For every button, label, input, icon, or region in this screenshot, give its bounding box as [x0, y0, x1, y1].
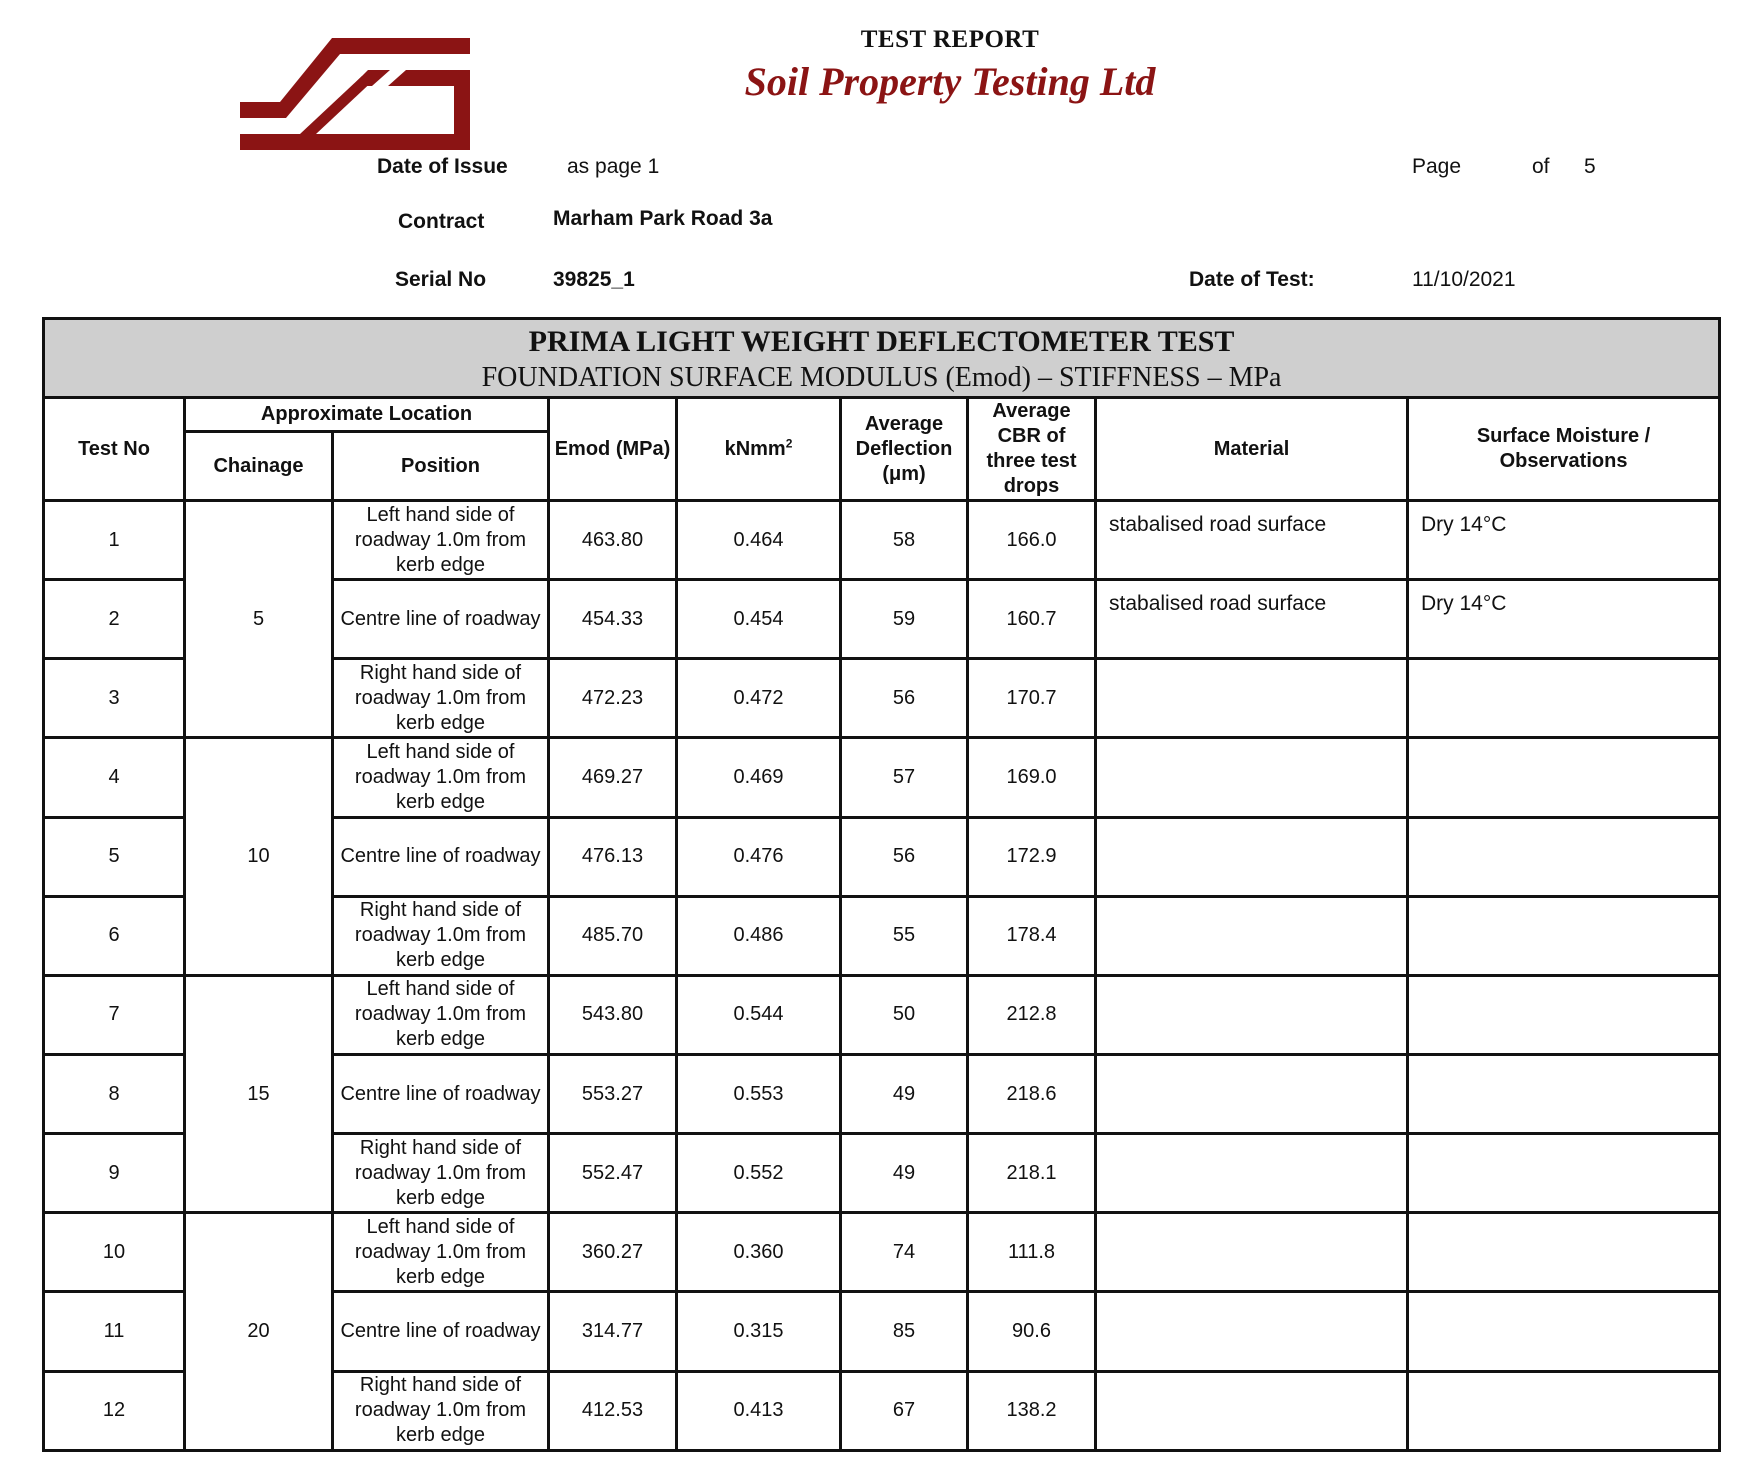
contract-label: Contract — [398, 210, 485, 233]
cell-emod: 469.27 — [549, 738, 677, 817]
cell-moisture: Dry 14°C — [1408, 501, 1720, 580]
cell-test-no: 10 — [44, 1213, 185, 1292]
cell-chainage: 5 — [185, 501, 333, 738]
cell-moisture — [1408, 975, 1720, 1054]
header-approx-location: Approximate Location — [185, 398, 549, 432]
cell-emod: 454.33 — [549, 580, 677, 659]
cell-emod: 472.23 — [549, 659, 677, 738]
header-moisture: Surface Moisture / Observations — [1408, 398, 1720, 501]
company-name: Soil Property Testing Ltd — [744, 59, 1156, 104]
cell-deflection: 56 — [841, 817, 968, 896]
cell-position: Centre line of roadway — [333, 1292, 549, 1371]
cell-cbr: 178.4 — [968, 896, 1096, 975]
cell-deflection: 50 — [841, 975, 968, 1054]
cell-moisture — [1408, 896, 1720, 975]
cell-moisture — [1408, 817, 1720, 896]
cell-test-no: 12 — [44, 1371, 185, 1450]
date-of-issue-label: Date of Issue — [377, 155, 508, 178]
cell-chainage: 10 — [185, 738, 333, 975]
cell-knmm: 0.486 — [677, 896, 841, 975]
page-label: Page — [1412, 155, 1462, 178]
cell-chainage: 20 — [185, 1213, 333, 1450]
table-title: PRIMA LIGHT WEIGHT DEFLECTOMETER TEST — [528, 325, 1235, 358]
cell-material — [1096, 1134, 1408, 1213]
cell-cbr: 90.6 — [968, 1292, 1096, 1371]
cell-position: Left hand side of roadway 1.0m from kerb edge — [333, 975, 549, 1054]
table-row — [44, 1213, 1720, 1292]
cell-knmm: 0.454 — [677, 580, 841, 659]
of-label: of — [1532, 155, 1550, 178]
date-of-test-value: 11/10/2021 — [1412, 268, 1516, 291]
cell-knmm: 0.469 — [677, 738, 841, 817]
cell-moisture — [1408, 738, 1720, 817]
header-position: Position — [333, 432, 549, 501]
cell-test-no: 11 — [44, 1292, 185, 1371]
cell-material — [1096, 1371, 1408, 1450]
date-of-issue-value: as page 1 — [567, 155, 660, 178]
cell-test-no: 2 — [44, 580, 185, 659]
cell-test-no: 5 — [44, 817, 185, 896]
header-knmm-label: kNmm — [724, 437, 786, 460]
cell-emod: 360.27 — [549, 1213, 677, 1292]
header-knmm-sup: 2 — [785, 435, 793, 450]
cell-knmm: 0.476 — [677, 817, 841, 896]
cell-chainage: 15 — [185, 975, 333, 1212]
header-chainage: Chainage — [185, 432, 333, 501]
report-title: TEST REPORT — [860, 26, 1040, 53]
cell-deflection: 49 — [841, 1134, 968, 1213]
header-avg-cbr: Average CBR of three test drops — [968, 398, 1096, 501]
cell-knmm: 0.553 — [677, 1054, 841, 1133]
table-row — [44, 975, 1720, 1054]
cell-cbr: 138.2 — [968, 1371, 1096, 1450]
cell-test-no: 7 — [44, 975, 185, 1054]
header-test-no: Test No — [44, 398, 185, 501]
cell-knmm: 0.464 — [677, 501, 841, 580]
cell-cbr: 111.8 — [968, 1213, 1096, 1292]
cell-emod: 553.27 — [549, 1054, 677, 1133]
cell-test-no: 6 — [44, 896, 185, 975]
cell-position: Right hand side of roadway 1.0m from kerb edge — [333, 1134, 549, 1213]
contract-value: Marham Park Road 3a — [553, 207, 773, 230]
cell-knmm: 0.413 — [677, 1371, 841, 1450]
cell-emod: 463.80 — [549, 501, 677, 580]
cell-moisture — [1408, 1134, 1720, 1213]
table-row — [44, 501, 1720, 580]
cell-emod: 485.70 — [549, 896, 677, 975]
cell-cbr: 212.8 — [968, 975, 1096, 1054]
cell-moisture: Dry 14°C — [1408, 580, 1720, 659]
cell-cbr: 172.9 — [968, 817, 1096, 896]
cell-material — [1096, 738, 1408, 817]
cell-deflection: 85 — [841, 1292, 968, 1371]
cell-position: Centre line of roadway — [333, 817, 549, 896]
lwd-results-table — [42, 317, 1721, 1452]
cell-emod: 412.53 — [549, 1371, 677, 1450]
header-emod: Emod (MPa) — [549, 398, 677, 501]
cell-deflection: 57 — [841, 738, 968, 817]
cell-knmm: 0.472 — [677, 659, 841, 738]
cell-position: Left hand side of roadway 1.0m from kerb edge — [333, 738, 549, 817]
cell-knmm: 0.544 — [677, 975, 841, 1054]
cell-emod: 314.77 — [549, 1292, 677, 1371]
cell-deflection: 56 — [841, 659, 968, 738]
cell-emod: 543.80 — [549, 975, 677, 1054]
cell-deflection: 58 — [841, 501, 968, 580]
cell-cbr: 160.7 — [968, 580, 1096, 659]
serial-label: Serial No — [395, 268, 487, 291]
table-body — [44, 501, 1720, 1451]
cell-moisture — [1408, 659, 1720, 738]
cell-deflection: 67 — [841, 1371, 968, 1450]
table-subtitle: FOUNDATION SURFACE MODULUS (Emod) – STIFFNESS – MPa — [481, 362, 1282, 393]
cell-cbr: 166.0 — [968, 501, 1096, 580]
cell-test-no: 4 — [44, 738, 185, 817]
cell-position: Right hand side of roadway 1.0m from kerb edge — [333, 659, 549, 738]
cell-cbr: 218.1 — [968, 1134, 1096, 1213]
page-total: 5 — [1584, 155, 1596, 178]
cell-test-no: 1 — [44, 501, 185, 580]
cell-material — [1096, 659, 1408, 738]
cell-material — [1096, 1213, 1408, 1292]
cell-material: stabalised road surface — [1096, 580, 1408, 659]
header-material: Material — [1096, 398, 1408, 501]
cell-position: Centre line of roadway — [333, 1054, 549, 1133]
cell-position: Left hand side of roadway 1.0m from kerb edge — [333, 501, 549, 580]
table-title-banner — [44, 319, 1720, 398]
cell-material — [1096, 896, 1408, 975]
cell-material — [1096, 817, 1408, 896]
cell-emod: 552.47 — [549, 1134, 677, 1213]
cell-material — [1096, 975, 1408, 1054]
header-avg-deflection: Average Deflection (μm) — [841, 398, 968, 501]
cell-knmm: 0.360 — [677, 1213, 841, 1292]
serial-value: 39825_1 — [553, 268, 635, 291]
cell-position: Centre line of roadway — [333, 580, 549, 659]
cell-moisture — [1408, 1292, 1720, 1371]
cell-material — [1096, 1292, 1408, 1371]
cell-moisture — [1408, 1371, 1720, 1450]
cell-material: stabalised road surface — [1096, 501, 1408, 580]
date-of-test-label: Date of Test: — [1189, 268, 1315, 291]
cell-deflection: 49 — [841, 1054, 968, 1133]
cell-moisture — [1408, 1213, 1720, 1292]
cell-knmm: 0.315 — [677, 1292, 841, 1371]
cell-position: Right hand side of roadway 1.0m from kerb edge — [333, 896, 549, 975]
cell-test-no: 9 — [44, 1134, 185, 1213]
cell-test-no: 3 — [44, 659, 185, 738]
cell-cbr: 169.0 — [968, 738, 1096, 817]
cell-material — [1096, 1054, 1408, 1133]
cell-deflection: 74 — [841, 1213, 968, 1292]
cell-cbr: 170.7 — [968, 659, 1096, 738]
cell-knmm: 0.552 — [677, 1134, 841, 1213]
cell-emod: 476.13 — [549, 817, 677, 896]
cell-deflection: 55 — [841, 896, 968, 975]
table-row — [44, 738, 1720, 817]
cell-position: Left hand side of roadway 1.0m from kerb edge — [333, 1213, 549, 1292]
cell-position: Right hand side of roadway 1.0m from kerb edge — [333, 1371, 549, 1450]
cell-test-no: 8 — [44, 1054, 185, 1133]
cell-cbr: 218.6 — [968, 1054, 1096, 1133]
header-knmm — [677, 398, 841, 501]
cell-moisture — [1408, 1054, 1720, 1133]
cell-deflection: 59 — [841, 580, 968, 659]
